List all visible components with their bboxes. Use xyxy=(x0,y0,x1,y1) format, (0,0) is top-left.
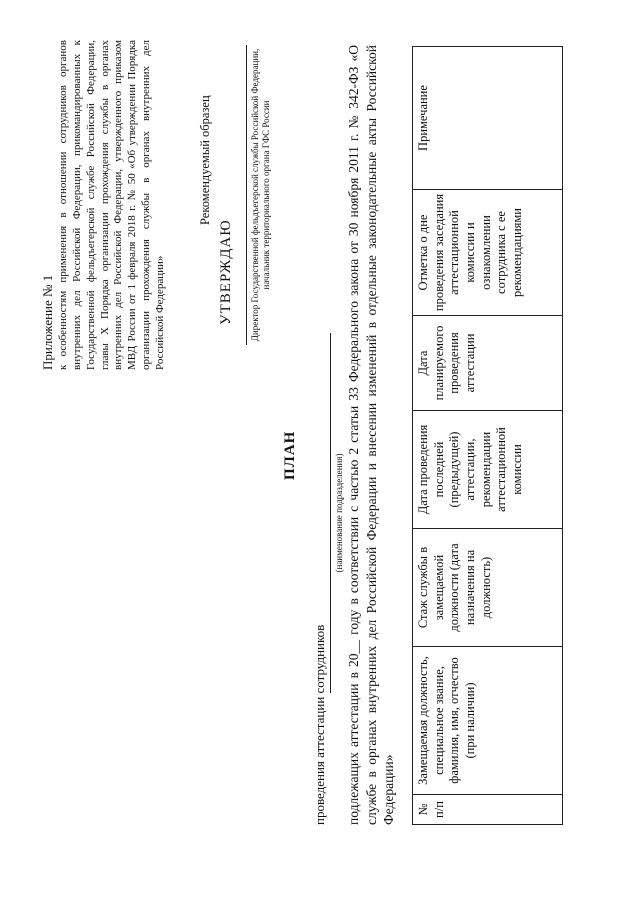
header-commission-mark: Отметка о дне проведения заседания аттестационной комиссии и ознакомлении сотрудника с ее рекомендациями xyxy=(413,190,563,316)
recommended-sample-label: Рекомендуемый образец xyxy=(198,95,212,225)
signature-caption: Директор Государственной фельдъегерской службы Российской Федерации, начальник территориального органа ГФС России xyxy=(250,48,271,342)
header-position: Замещаемая должность, специальное звание, фамилия, имя, отчество (при наличии) xyxy=(413,647,563,795)
appendix-block xyxy=(40,40,167,370)
unit-name-line xyxy=(330,333,331,693)
header-last-attestation: Дата проведения последней (предыдущей) аттестации, рекомендации аттестационной комиссии xyxy=(413,411,563,529)
appendix-title: Приложение № 1 xyxy=(40,274,55,370)
signature-line xyxy=(246,45,247,345)
header-note: Примечание xyxy=(413,47,563,190)
attestation-table xyxy=(412,46,563,825)
appendix-text: к особенностям применения в отношении сотрудников органов внутренних дел Российской Федерации, прикомандированных к Государственной фельдъегерской службе Российской Федерации, главы X Порядка организации прохождения службы в органах внутренних дел Российской Федерации, утвержденного приказом МВД России от 1 февраля 2018 г. № 50 «Об утверждении Порядка организации прохождения службы в органах внутренних дел Российской Федерации» xyxy=(57,40,166,370)
approve-heading: УТВЕРЖДАЮ xyxy=(218,219,234,325)
plan-subtitle: проведения аттестации сотрудников xyxy=(312,624,327,825)
plan-title: ПЛАН xyxy=(282,430,298,480)
header-number: № п/п xyxy=(413,795,563,825)
header-planned-date: Дата планируемого проведения аттестации xyxy=(413,316,563,411)
table-header-row xyxy=(413,47,563,825)
unit-name-caption: (наименование подразделения) xyxy=(334,453,344,573)
header-service-length: Стаж службы в замещаемой должности (дата назначения на должность) xyxy=(413,529,563,647)
plan-paragraph: подлежащих аттестации в 20__ году в соответствии с частью 2 статьи 33 Федерального закона от 30 ноября 2011 г. № 342-ФЗ «О службе в органах внутренних дел Российской Федерации и внесении изменений в отдельные законодательные акты Российской Федерации» xyxy=(346,45,397,825)
